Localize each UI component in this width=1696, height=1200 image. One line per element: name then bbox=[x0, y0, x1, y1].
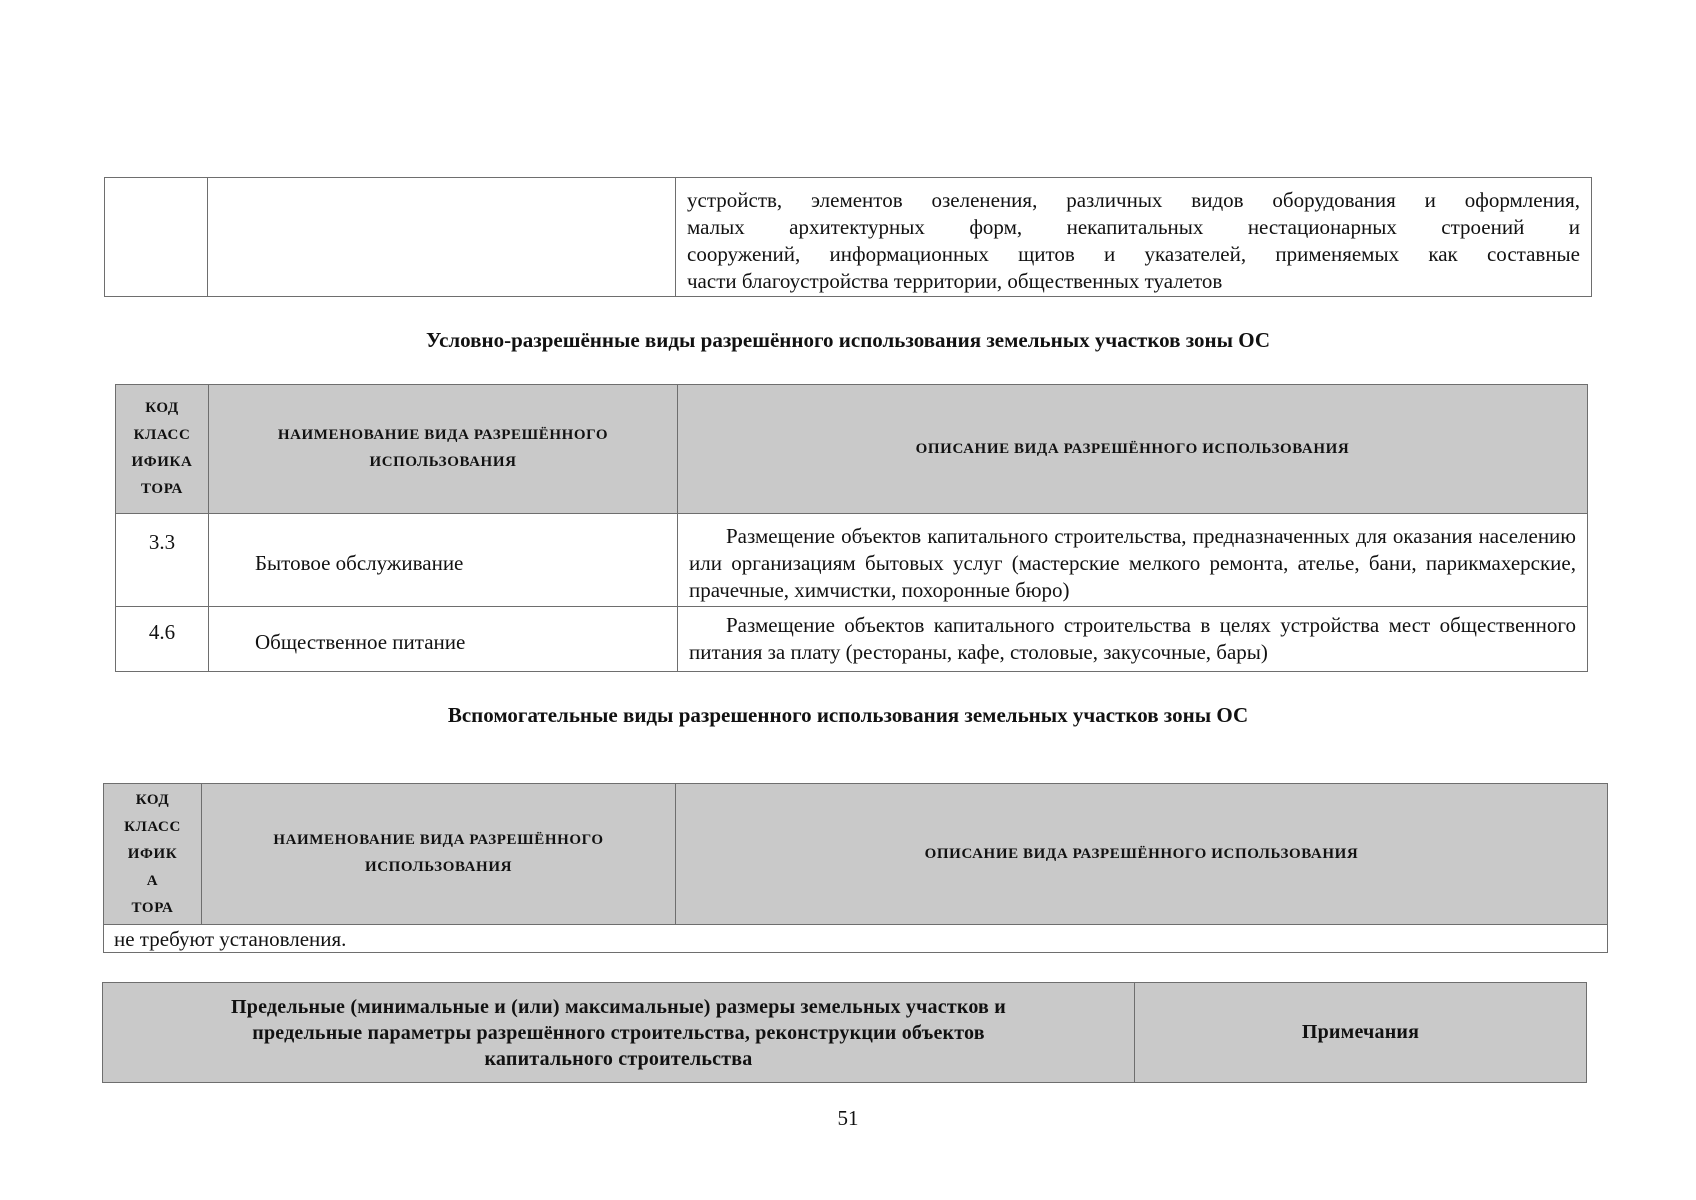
header-line: КОД bbox=[145, 400, 179, 416]
header-line: ИСПОЛЬЗОВАНИЯ bbox=[364, 859, 513, 875]
auxiliary-uses-table bbox=[103, 783, 1608, 953]
continuation-line: малых архитектурных форм, некапитальных нестационарных строений и bbox=[687, 215, 1580, 239]
code-header bbox=[104, 784, 202, 925]
notes-header: Примечания bbox=[1135, 983, 1587, 1083]
description-header: ОПИСАНИЕ ВИДА РАЗРЕШЁННОГО ИСПОЛЬЗОВАНИЯ bbox=[678, 385, 1588, 514]
header-line: предельные параметры разрешённого строительства, реконструкции объектов bbox=[252, 1021, 985, 1044]
header-line: НАИМЕНОВАНИЕ ВИДА РАЗРЕШЁННОГО bbox=[277, 427, 609, 443]
no-requirements-note: не требуют установления. bbox=[104, 925, 1608, 953]
continuation-line: части благоустройства территории, общественных туалетов bbox=[687, 269, 1223, 293]
name-cell: Бытовое обслуживание bbox=[209, 514, 678, 607]
description-cell: Размещение объектов капитального строительства в целях устройства мест общественного питания за плату (рестораны, кафе, столовые, закусочные, бары) bbox=[678, 607, 1588, 672]
code-cell: 4.6 bbox=[116, 607, 209, 672]
header-line: ТОРА bbox=[131, 899, 174, 916]
continuation-name-cell bbox=[208, 178, 676, 297]
header-line: ИСПОЛЬЗОВАНИЯ bbox=[369, 454, 517, 470]
header-line: ИФИКА bbox=[131, 454, 193, 470]
header-line: ИФИК bbox=[127, 845, 178, 862]
header-line: Предельные (минимальные и (или) максимальные) размеры земельных участков и bbox=[231, 995, 1006, 1018]
header-line: капитального строительства bbox=[484, 1047, 753, 1070]
page-number: 51 bbox=[837, 1106, 859, 1130]
header-line: КЛАСС bbox=[133, 427, 191, 443]
auxiliary-uses-heading: Вспомогательные виды разрешенного использования земельных участков зоны ОС bbox=[447, 703, 1249, 727]
name-header bbox=[202, 784, 676, 925]
table-row bbox=[116, 514, 1588, 607]
code-header bbox=[116, 385, 209, 514]
header-line: КОД bbox=[135, 791, 170, 808]
conditional-uses-table bbox=[115, 384, 1588, 672]
table-row bbox=[116, 607, 1588, 672]
name-cell: Общественное питание bbox=[209, 607, 678, 672]
name-header bbox=[209, 385, 678, 514]
continuation-table bbox=[104, 177, 1592, 297]
header-line: НАИМЕНОВАНИЕ ВИДА РАЗРЕШЁННОГО bbox=[273, 832, 604, 848]
continuation-line: устройств, элементов озеленения, различных видов оборудования и оформления, bbox=[687, 188, 1580, 212]
header-line: А bbox=[146, 872, 159, 889]
continuation-code-cell bbox=[105, 178, 208, 297]
header-line: ТОРА bbox=[141, 481, 183, 497]
continuation-description-cell bbox=[676, 178, 1592, 297]
code-cell: 3.3 bbox=[116, 514, 209, 607]
header-line: КЛАСС bbox=[124, 818, 181, 835]
parameters-header bbox=[103, 983, 1135, 1083]
conditional-uses-heading: Условно-разрешённые виды разрешённого использования земельных участков зоны ОС bbox=[425, 328, 1271, 352]
parameters-table bbox=[102, 982, 1587, 1083]
description-header: ОПИСАНИЕ ВИДА РАЗРЕШЁННОГО ИСПОЛЬЗОВАНИЯ bbox=[676, 784, 1608, 925]
continuation-line: сооружений, информационных щитов и указателей, применяемых как составные bbox=[687, 242, 1580, 266]
description-cell: Размещение объектов капитального строительства, предназначенных для оказания населению или организациям бытовых услуг (мастерские мелкого ремонта, ателье, бани, парикмахерские, прачечные, химчистки, похоронные бюро) bbox=[678, 514, 1588, 607]
